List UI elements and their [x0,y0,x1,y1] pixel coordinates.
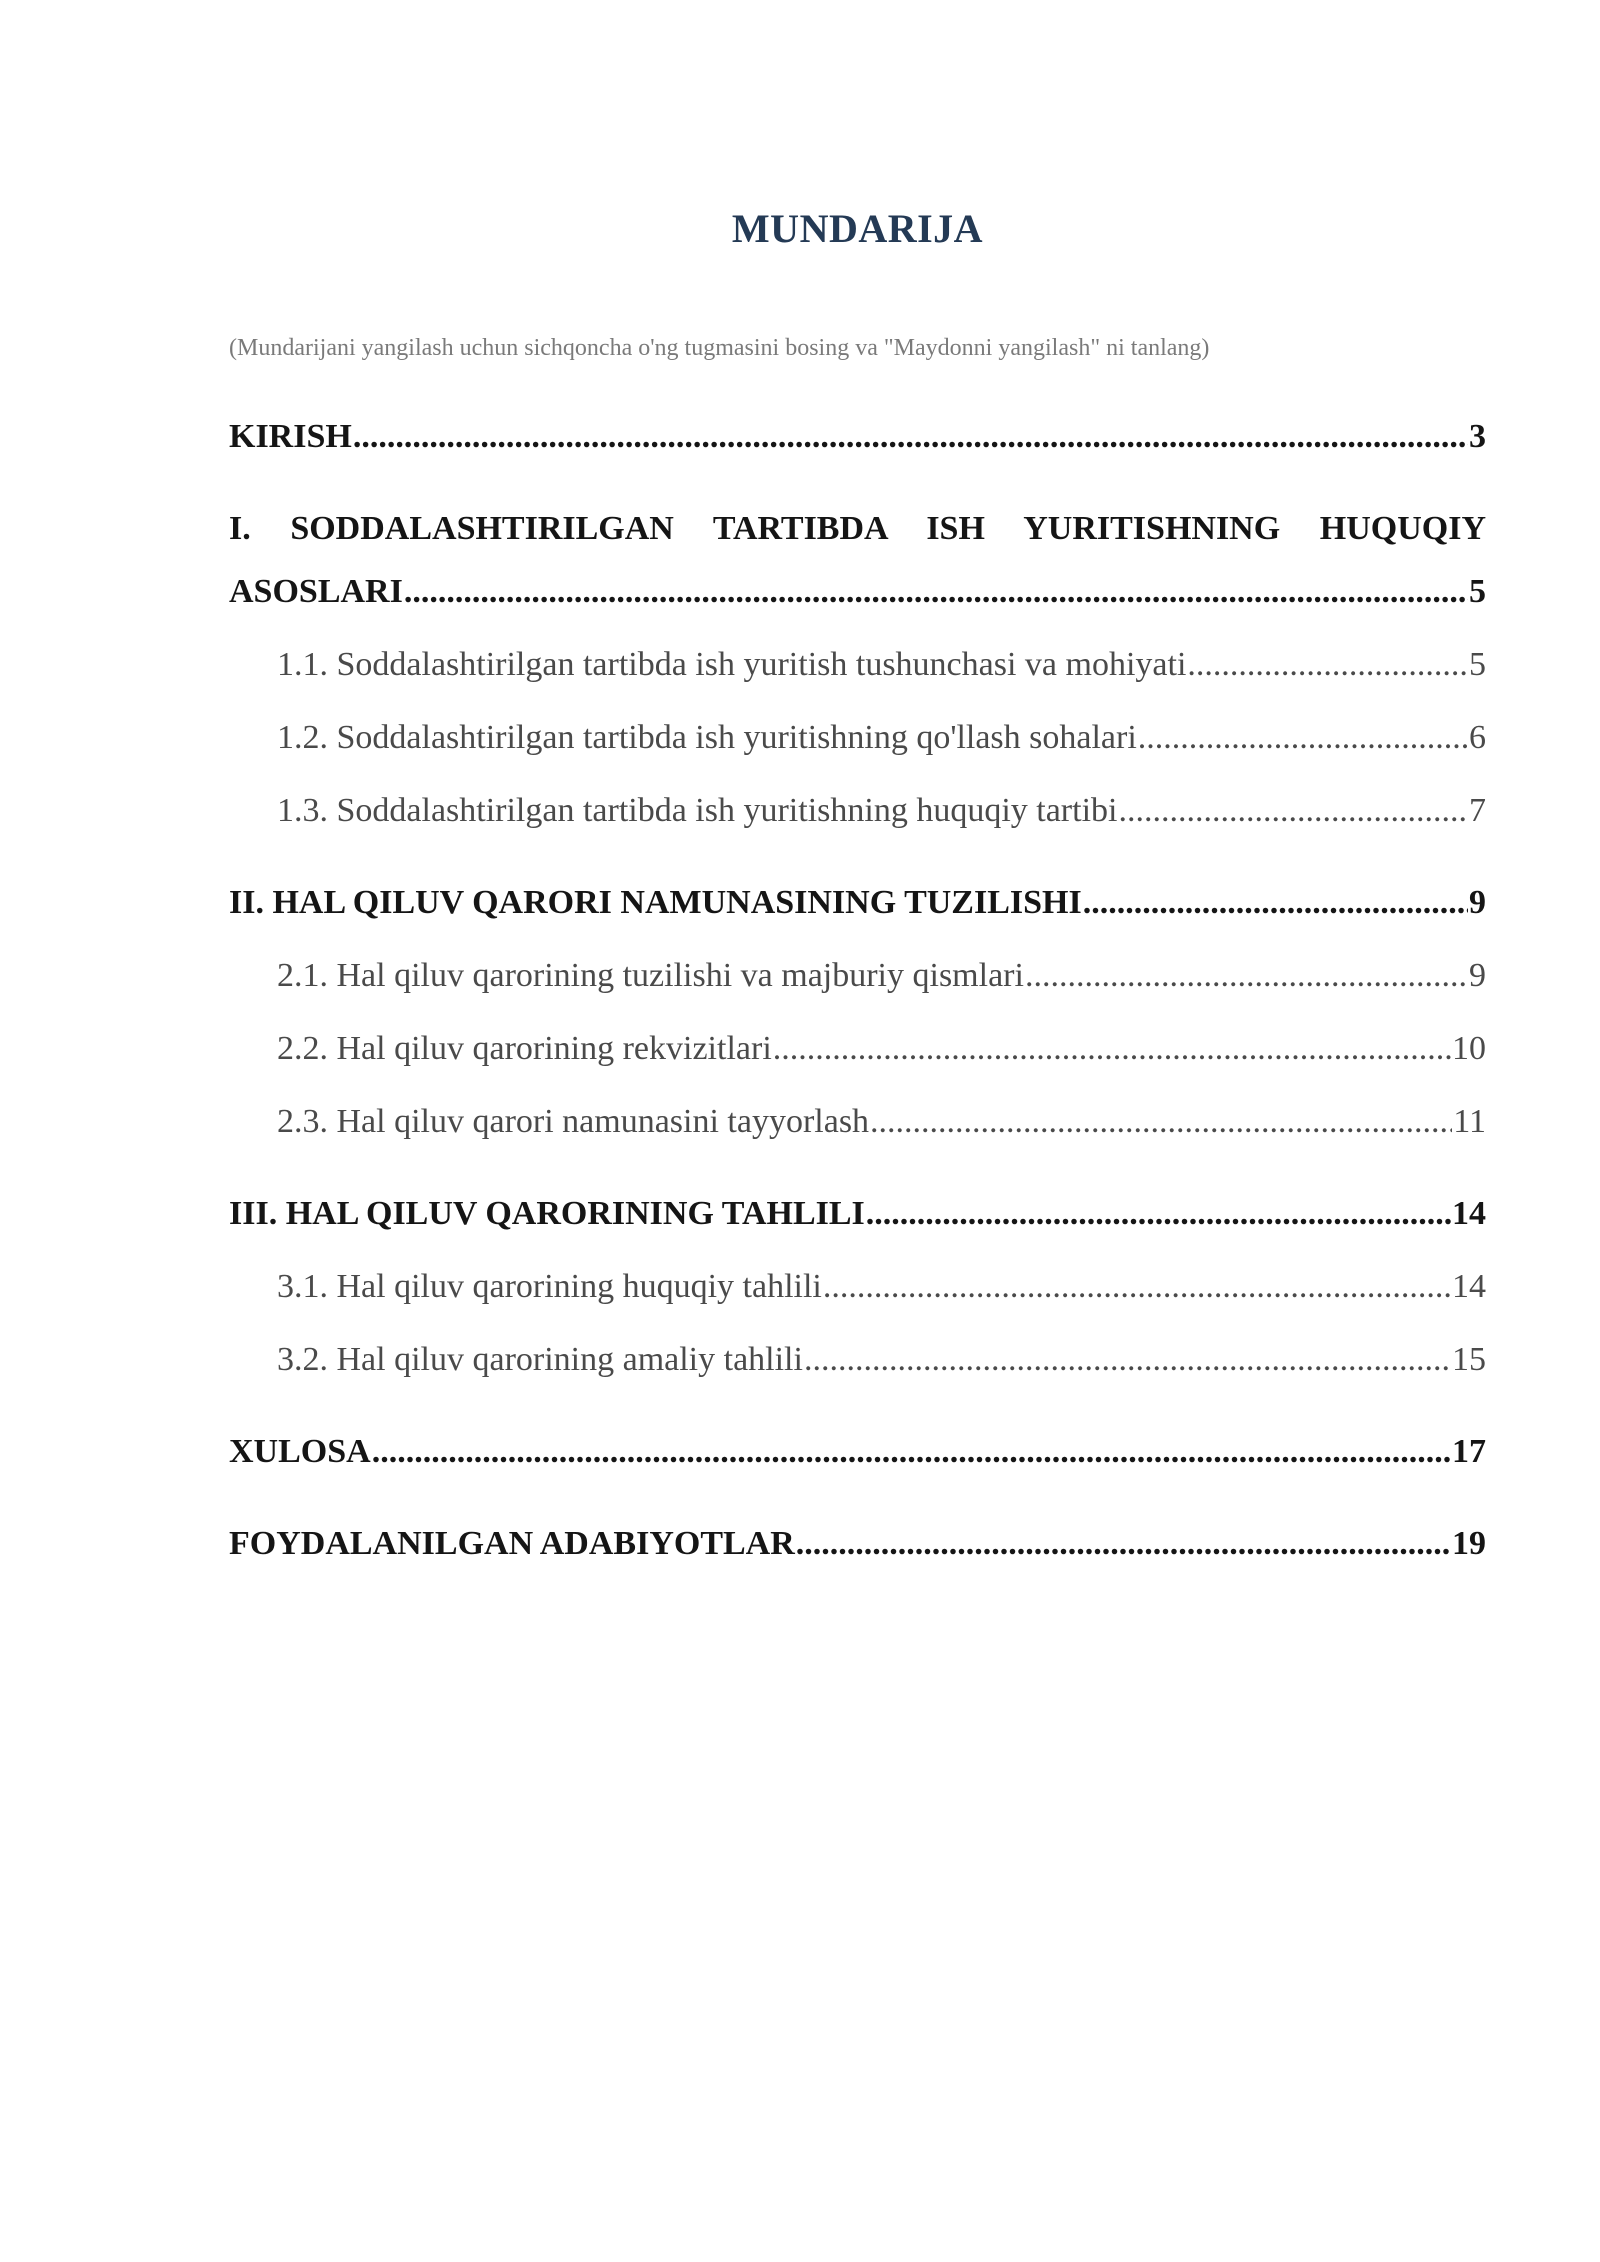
toc-leader-dots [870,1103,1452,1141]
page-title: MUNDARIJA [731,206,984,251]
toc-leader-dots [1083,884,1468,922]
toc-page-number: 3 [1469,418,1486,455]
toc-page-number: 9 [1469,957,1486,994]
toc-leader-dots [1025,957,1468,995]
toc-page-number: 19 [1452,1525,1486,1562]
toc-leader-dots [372,1433,1451,1471]
toc-leader-dots [804,1341,1451,1379]
toc-entry-section-1-2[interactable] [277,719,1486,757]
toc-entry-section-2-2[interactable] [277,1030,1486,1068]
toc-entry-label: FOYDALANILGAN ADABIYOTLAR [229,1525,795,1562]
toc-entry-label: 2.1. Hal qiluv qarorining tuzilishi va majburiy qismlari [277,957,1024,994]
toc-entry-chapter-1-line1[interactable]: I. SODDALASHTIRILGAN TARTIBDA ISH YURITISHNING HUQUQIY [229,510,1486,547]
toc-leader-dots [1138,719,1468,757]
toc-page-number: 6 [1469,719,1486,756]
toc-entry-section-3-1[interactable] [277,1268,1486,1306]
toc-entry-adabiyotlar[interactable] [229,1525,1486,1563]
toc-page-number: 5 [1469,646,1486,683]
toc-entry-chapter-2[interactable] [229,884,1486,922]
toc-entry-label: 2.2. Hal qiluv qarorining rekvizitlari [277,1030,772,1067]
toc-leader-dots [404,573,1468,611]
toc-leader-dots [1187,646,1468,684]
toc-entry-section-1-1[interactable] [277,646,1486,684]
toc-entry-label: 3.2. Hal qiluv qarorining amaliy tahlili [277,1341,803,1378]
toc-leader-dots [1118,792,1468,830]
toc-entry-label: KIRISH [229,418,352,455]
toc-entry-label: ASOSLARI [229,573,403,610]
toc-entry-xulosa[interactable] [229,1433,1486,1471]
toc-entry-label: 3.1. Hal qiluv qarorining huquqiy tahlili [277,1268,822,1305]
toc-page-number: 10 [1452,1030,1486,1067]
toc-leader-dots [866,1195,1451,1233]
toc-entry-label: 1.1. Soddalashtirilgan tartibda ish yuritish tushunchasi va mohiyati [277,646,1187,683]
toc-page-number: 17 [1452,1433,1486,1470]
toc-page-number: 14 [1452,1195,1486,1232]
toc-page-number: 9 [1469,884,1486,921]
toc-page-number: 5 [1469,573,1486,610]
toc-entry-chapter-1[interactable] [229,573,1486,611]
toc-entry-label: II. HAL QILUV QARORI NAMUNASINING TUZILISHI [229,884,1082,921]
toc-page-number: 11 [1453,1103,1486,1140]
toc-entry-label: 2.3. Hal qiluv qarori namunasini tayyorlash [277,1103,870,1140]
toc-page-number: 14 [1452,1268,1486,1305]
toc-leader-dots [773,1030,1451,1068]
toc-entry-label: XULOSA [229,1433,371,1470]
toc-entry-kirish[interactable] [229,418,1486,456]
toc-entry-label: 1.2. Soddalashtirilgan tartibda ish yuritishning qo'llash sohalari [277,719,1137,756]
toc-leader-dots [353,418,1468,456]
toc-entry-chapter-3[interactable] [229,1195,1486,1233]
toc-page-number: 7 [1469,792,1486,829]
toc-page-number: 15 [1452,1341,1486,1378]
toc-entry-section-2-1[interactable] [277,957,1486,995]
update-hint-note: (Mundarijani yangilash uchun sichqoncha o'ng tugmasini bosing va "Maydonni yangilash" ni tanlang) [229,335,1210,361]
toc-entry-section-3-2[interactable] [277,1341,1486,1379]
toc-entry-section-2-3[interactable] [277,1103,1486,1141]
toc-entry-section-1-3[interactable] [277,792,1486,830]
toc-entry-label: III. HAL QILUV QARORINING TAHLILI [229,1195,865,1232]
toc-leader-dots [823,1268,1451,1306]
toc-entry-label: 1.3. Soddalashtirilgan tartibda ish yuritishning huquqiy tartibi [277,792,1118,829]
toc-leader-dots [796,1525,1451,1563]
